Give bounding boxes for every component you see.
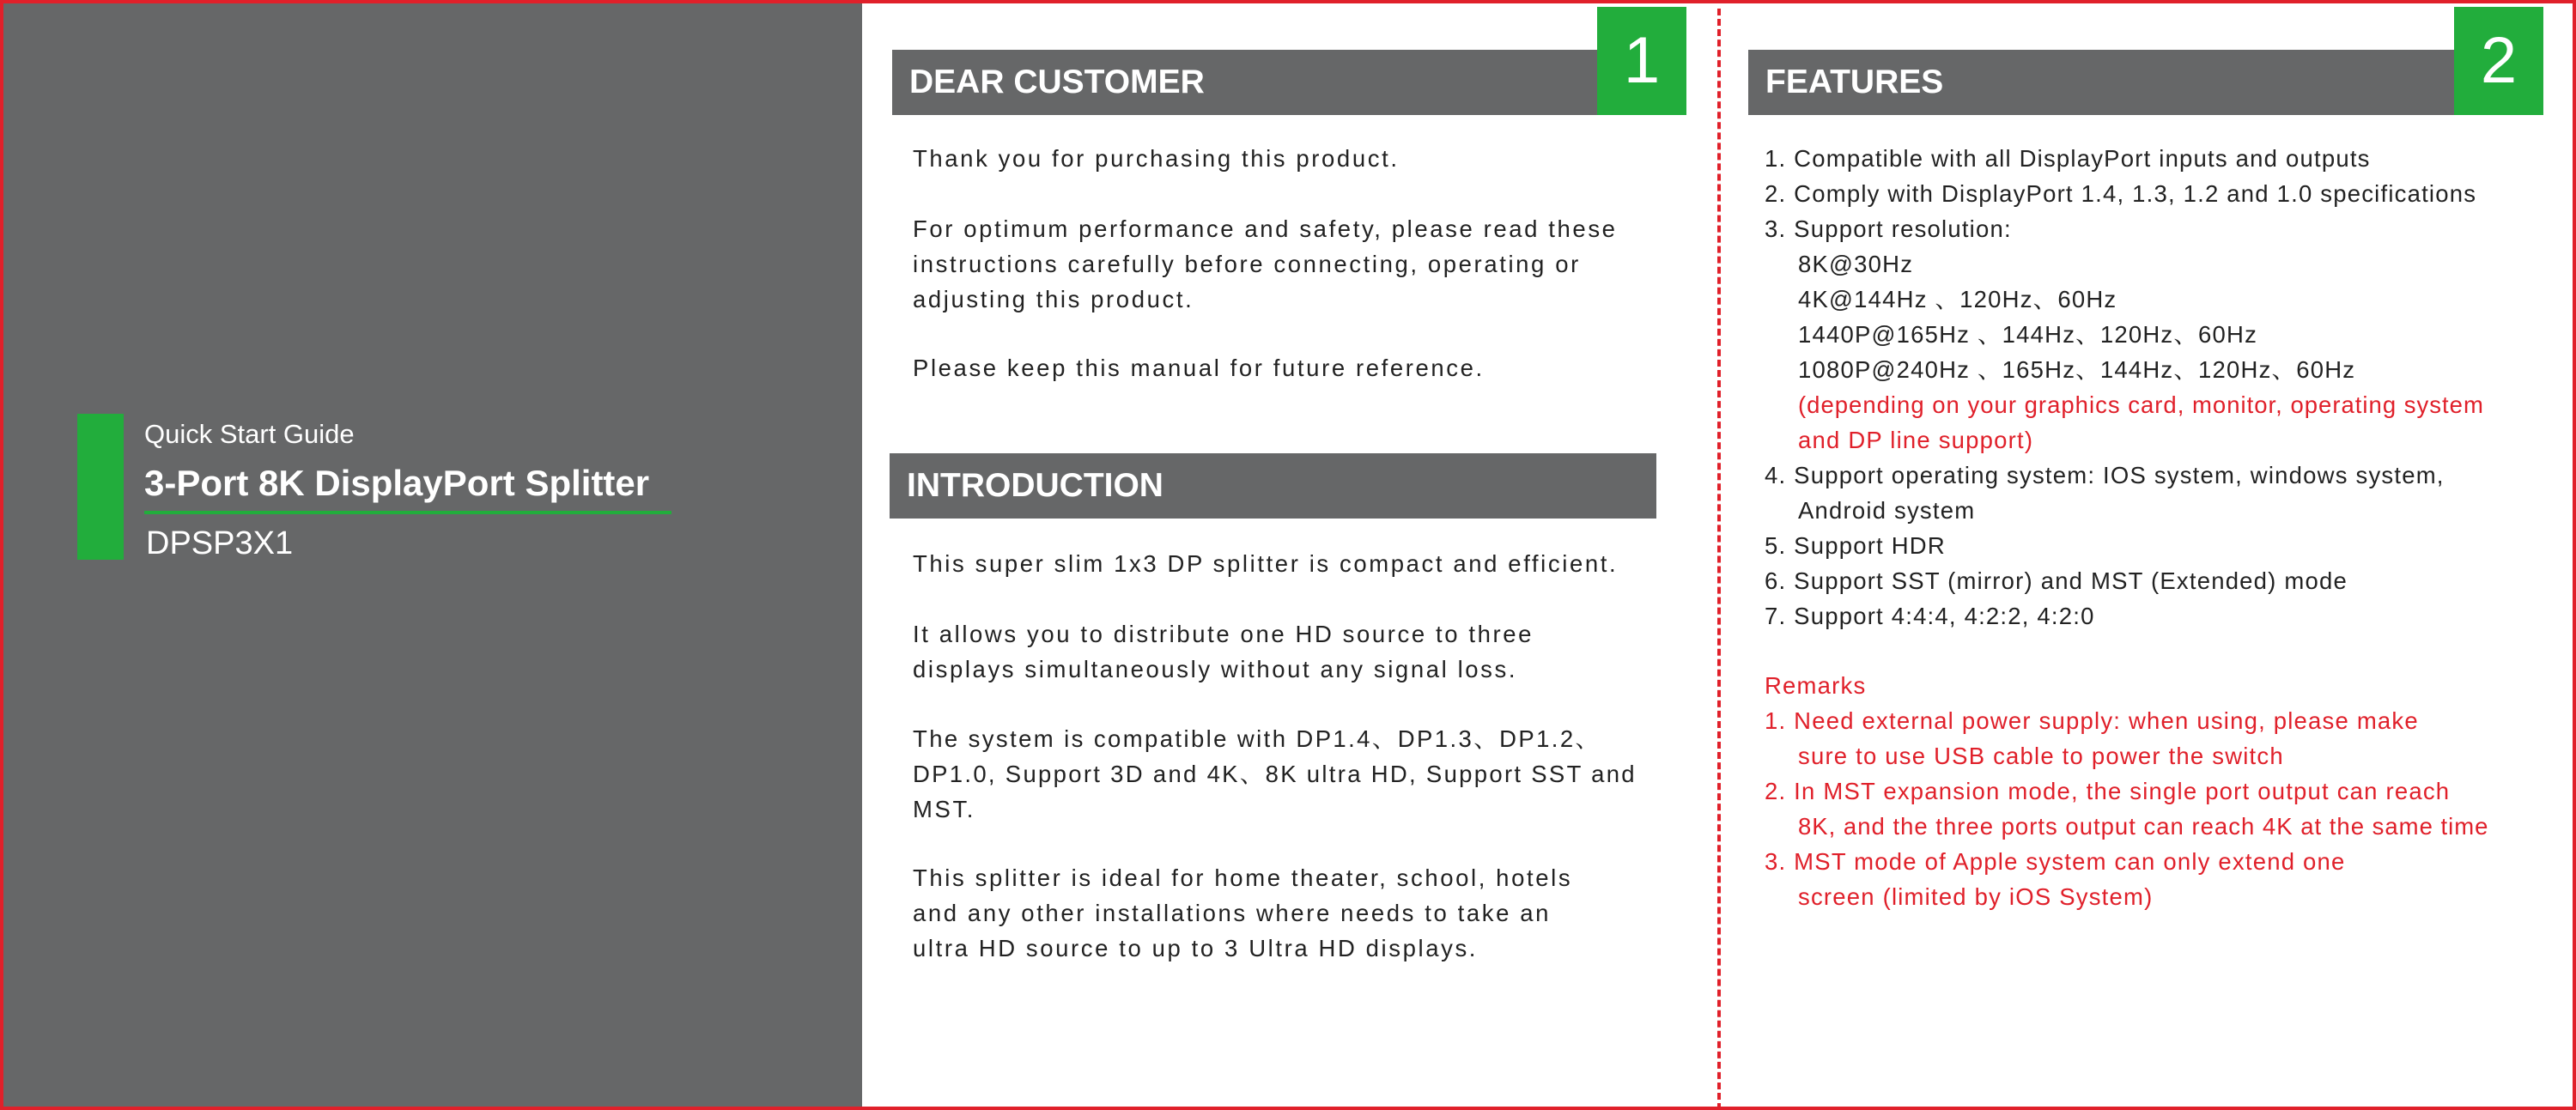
dear-line-5: Please keep this manual for future reference. xyxy=(913,355,1485,381)
intro-line-2: It allows you to distribute one HD source to three xyxy=(913,621,1534,647)
feature-1: 1. Compatible with all DisplayPort inputs and outputs xyxy=(1765,145,2371,172)
page-number-1: 1 xyxy=(1597,7,1686,115)
intro-line-6: MST. xyxy=(913,796,976,822)
fold-line xyxy=(1717,9,1721,1110)
dear-line-3: instructions carefully before connecting, operating or xyxy=(913,251,1581,277)
cover-accent-bar xyxy=(77,414,124,560)
remark-2-cont: 8K, and the three ports output can reach 4K at the same time xyxy=(1798,813,2489,840)
features-heading: FEATURES xyxy=(1748,50,2543,115)
dear-line-4: adjusting this product. xyxy=(913,286,1194,312)
feature-3-res-1440p: 1440P@165Hz 、144Hz、120Hz、60Hz xyxy=(1798,321,2258,348)
remark-1-cont: sure to use USB cable to power the switch xyxy=(1798,743,2284,769)
intro-line-1: This super slim 1x3 DP splitter is compact and efficient. xyxy=(913,550,1619,577)
feature-7: 7. Support 4:4:4, 4:2:2, 4:2:0 xyxy=(1765,603,2095,629)
intro-line-7: This splitter is ideal for home theater, school, hotels xyxy=(913,864,1573,891)
feature-6: 6. Support SST (mirror) and MST (Extended) mode xyxy=(1765,567,2348,594)
feature-3-res-8k: 8K@30Hz xyxy=(1798,251,1914,277)
intro-line-8: and any other installations where needs to take an xyxy=(913,900,1552,926)
feature-3: 3. Support resolution: xyxy=(1765,215,2012,242)
cover-subtitle: Quick Start Guide xyxy=(144,419,355,449)
remark-3: 3. MST mode of Apple system can only extend one xyxy=(1765,848,2346,875)
remarks-heading: Remarks xyxy=(1765,672,1867,699)
cover-title: 3-Port 8K DisplayPort Splitter xyxy=(144,463,650,503)
feature-5: 5. Support HDR xyxy=(1765,532,1946,559)
intro-line-3: displays simultaneously without any signal loss. xyxy=(913,656,1518,682)
feature-3-res-1080p: 1080P@240Hz 、165Hz、144Hz、120Hz、60Hz xyxy=(1798,356,2356,383)
feature-3-note-2: and DP line support) xyxy=(1798,427,2034,453)
cover-title-underline xyxy=(144,511,671,514)
intro-line-4: The system is compatible with DP1.4、DP1.3、DP1.2、 xyxy=(913,725,1601,752)
page-number-2: 2 xyxy=(2454,7,2543,115)
cover-model-number: DPSP3X1 xyxy=(146,525,294,561)
intro-line-5: DP1.0, Support 3D and 4K、8K ultra HD, Support SST and xyxy=(913,761,1637,787)
feature-4-cont: Android system xyxy=(1798,497,1976,524)
feature-4: 4. Support operating system: IOS system, windows system, xyxy=(1765,462,2445,488)
feature-3-res-4k: 4K@144Hz 、120Hz、60Hz xyxy=(1798,286,2117,312)
feature-2: 2. Comply with DisplayPort 1.4, 1.3, 1.2 and 1.0 specifications xyxy=(1765,180,2477,207)
remark-1: 1. Need external power supply: when using, please make xyxy=(1765,707,2419,734)
dear-customer-heading: DEAR CUSTOMER xyxy=(892,50,1639,115)
remark-3-cont: screen (limited by iOS System) xyxy=(1798,883,2154,910)
introduction-heading: INTRODUCTION xyxy=(890,453,1656,519)
intro-line-9: ultra HD source to up to 3 Ultra HD displays. xyxy=(913,935,1479,961)
dear-line-2: For optimum performance and safety, please read these xyxy=(913,215,1618,242)
remark-2: 2. In MST expansion mode, the single port output can reach xyxy=(1765,778,2451,804)
cover-panel xyxy=(3,3,862,1110)
feature-3-note-1: (depending on your graphics card, monitor, operating system xyxy=(1798,391,2484,418)
dear-line-1: Thank you for purchasing this product. xyxy=(913,145,1400,172)
